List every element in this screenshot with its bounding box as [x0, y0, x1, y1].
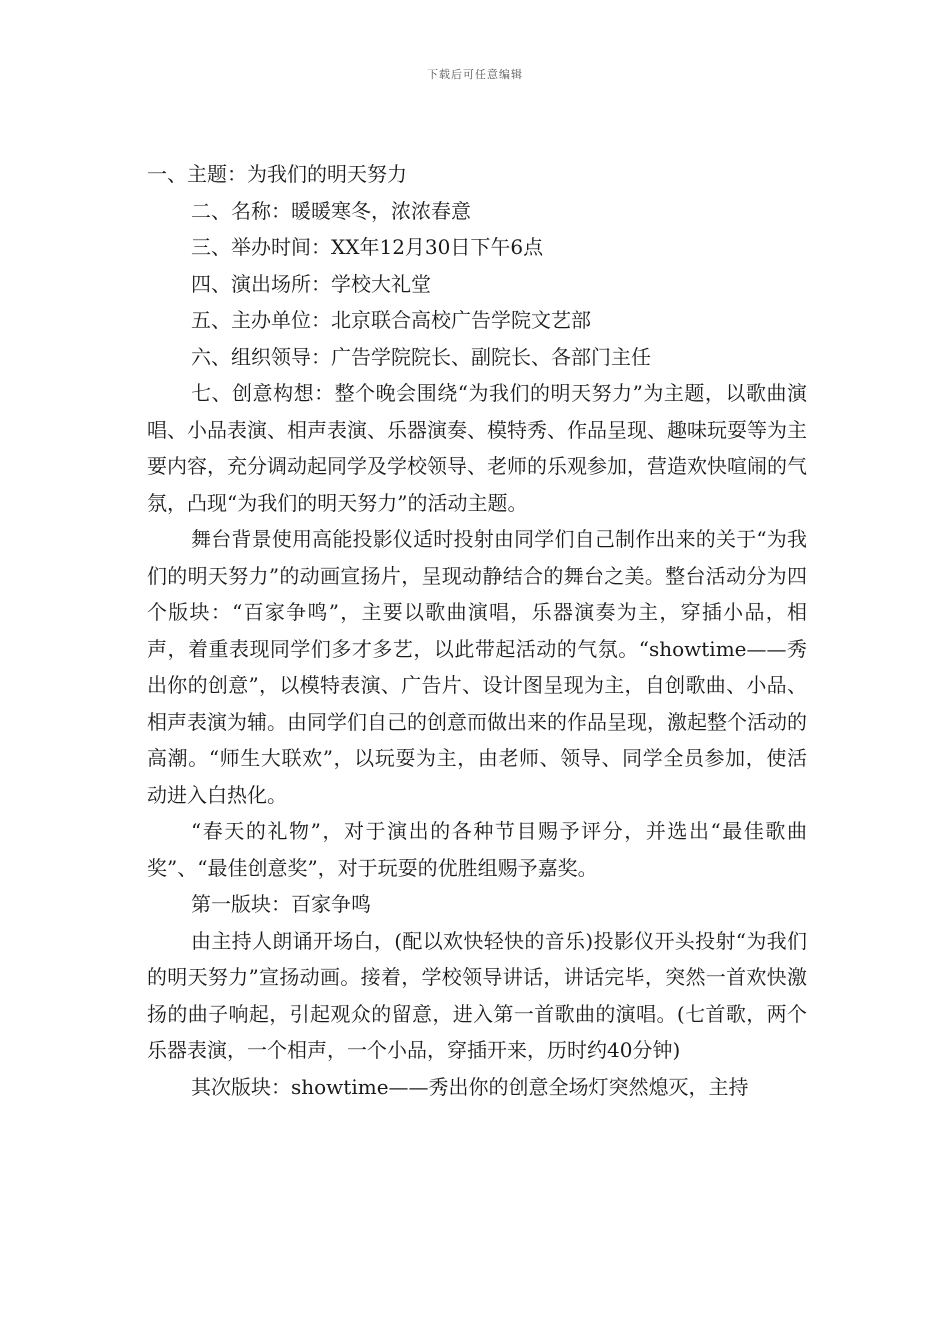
paragraph-spring-gift: “春天的礼物”，对于演出的各种节目赐予评分，并选出“最佳歌曲奖”、“最佳创意奖”，对于玩耍的优胜组赐予嘉奖。 [147, 819, 807, 880]
section-concept: 七、创意构想：整个晚会围绕“为我们的明天努力”为主题，以歌曲演唱、小品表演、相声表演、乐器演奏、模特秀、作品呈现、趣味玩耍等为主要内容，充分调动起同学及学校领导、老师的乐观参加，营造欢快喧闹的气氛，凸现“为我们的明天努力”的活动主题。 [147, 381, 807, 515]
section-leadership: 六、组织领导：广告学院院长、副院长、各部门主任 [191, 344, 651, 369]
page-header: 下载后可任意编辑 [427, 68, 523, 81]
document-body [147, 156, 807, 1105]
section-theme: 一、主题：为我们的明天努力 [147, 162, 407, 186]
segment-two-start: 其次版块：showtime——秀出你的创意全场灯突然熄灭，主持 [191, 1074, 749, 1099]
section-name: 二、名称：暖暖寒冬，浓浓春意 [191, 198, 471, 223]
segment-one-title: 第一版块：百家争鸣 [191, 892, 371, 916]
section-time: 三、举办时间：XX年12月30日下午6点 [191, 235, 544, 259]
segment-one-body: 由主持人朗诵开场白，(配以欢快轻快的音乐)投影仪开头投射“为我们的明天努力”宣扬动画。接着，学校领导讲话，讲话完毕，突然一首欢快激扬的曲子响起，引起观众的留意，进入第一首歌曲的演唱。(七首歌，两个乐器表演，一个相声，一个小品，穿插开来，历时约40分钟) [147, 928, 807, 1062]
paragraph-stage-background: 舞台背景使用高能投影仪适时投射由同学们自己制作出来的关于“为我们的明天努力”的动画宣扬片，呈现动静结合的舞台之美。整台活动分为四个版块：“百家争鸣”，主要以歌曲演唱，乐器演奏为主，穿插小品，相声，着重表现同学们多才多艺，以此带起活动的气氛。“showtime——秀出你的创意”，以模特表演、广告片、设计图呈现为主，自创歌曲、小品、相声表演为辅。由同学们自己的创意而做出来的作品呈现，激起整个活动的高潮。“师生大联欢”，以玩耍为主，由老师、领导、同学全员参加，使活动进入白热化。 [147, 527, 807, 807]
section-organizer: 五、主办单位：北京联合高校广告学院文艺部 [191, 308, 591, 332]
section-venue: 四、演出场所：学校大礼堂 [191, 271, 431, 296]
